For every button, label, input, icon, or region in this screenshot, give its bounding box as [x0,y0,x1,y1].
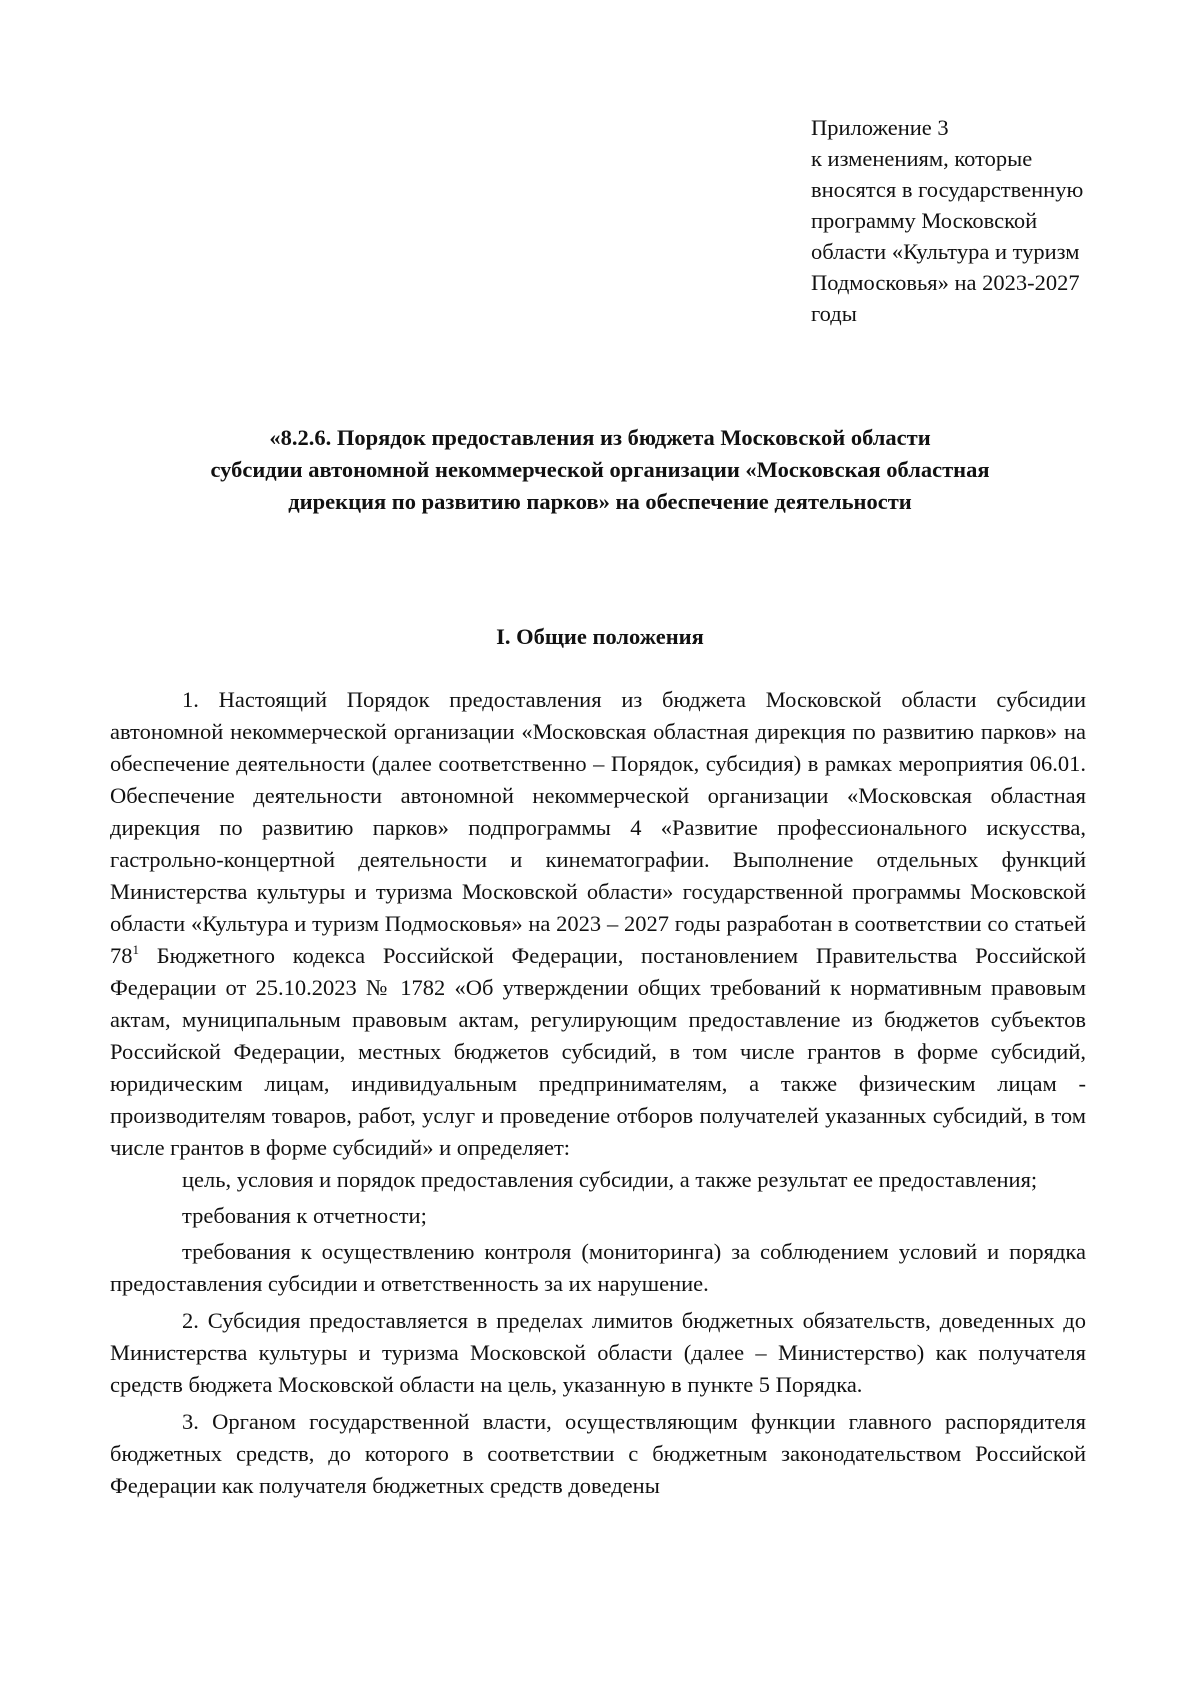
paragraph-2: 2. Субсидия предоставляется в пределах лимитов бюджетных обязательств, доведенных до Министерства культуры и туризма Московской области (далее – Министерство) как получателя средств бюджета Московской области на цель, указанную в пункте 5 Порядка. [110,1308,1086,1397]
paragraph-1 [110,684,1086,1164]
appendix-note [811,112,1141,329]
appendix-line: годы [811,301,857,326]
paragraph-1-item-control: требования к осуществлению контроля (мониторинга) за соблюдением условий и порядка предоставления субсидии и ответственность за их нарушение. [110,1239,1086,1296]
paragraph-1-item-purpose: цель, условия и порядок предоставления субсидии, а также результат ее предоставления; [182,1167,1038,1192]
footnote-superscript: 1 [132,942,139,957]
title-line: «8.2.6. Порядок предоставления из бюджета Московской области [269,425,931,450]
paragraph-3: 3. Органом государственной власти, осуществляющим функции главного распорядителя бюджетных средств, до которого в соответствии с бюджетным законодательством Российской Федерации как получателя бюджетных средств доведены [110,1409,1086,1498]
document-body [110,684,1086,1502]
appendix-line: программу Московской [811,208,1038,233]
appendix-line: Подмосковья» на 2023-2027 [811,270,1080,295]
paragraph-1-text-cont: Бюджетного кодекса Российской Федерации, постановлением Правительства Российской Федерации от 25.10.2023 № 1782 «Об утверждении общих требований к нормативным правовым актам, муниципальным правовым актам, регулирующим предоставление из бюджетов субъектов Российской Федерации, местных бюджетов субсидий, в том числе грантов в форме субсидий, юридическим лицам, индивидуальным предпринимателям, а также физическим лицам - производителям товаров, работ, услуг и проведение отборов получателей указанных субсидий, в том числе грантов в форме субсидий» и определяет: [110,943,1086,1160]
section-heading: I. Общие положения [496,624,704,649]
title-line: дирекция по развитию парков» на обеспечение деятельности [288,489,912,514]
appendix-line: области «Культура и туризм [811,239,1080,264]
paragraph-1-item-reporting: требования к отчетности; [182,1203,427,1228]
paragraph-1-text: 1. Настоящий Порядок предоставления из бюджета Московской области субсидии автономной некоммерческой организации «Московская областная дирекция по развитию парков» на обеспечение деятельности (далее соответственно – Порядок, субсидия) в рамках мероприятия 06.01. Обеспечение деятельности автономной некоммерческой организации «Московская областная дирекция по развитию парков» подпрограммы 4 «Развитие профессионального искусства, гастрольно-концертной деятельности и кинематографии. Выполнение отдельных функций Министерства культуры и туризма Московской области» государственной программы Московской области «Культура и туризм Подмосковья» на 2023 – 2027 годы разработан в соответствии со статьей 78 [110,687,1086,968]
appendix-line: к изменениям, которые [811,146,1033,171]
document-title [120,422,1080,518]
title-line: субсидии автономной некоммерческой организации «Московская областная [210,457,990,482]
appendix-line: вносятся в государственную [811,177,1084,202]
appendix-line: Приложение 3 [811,115,949,140]
